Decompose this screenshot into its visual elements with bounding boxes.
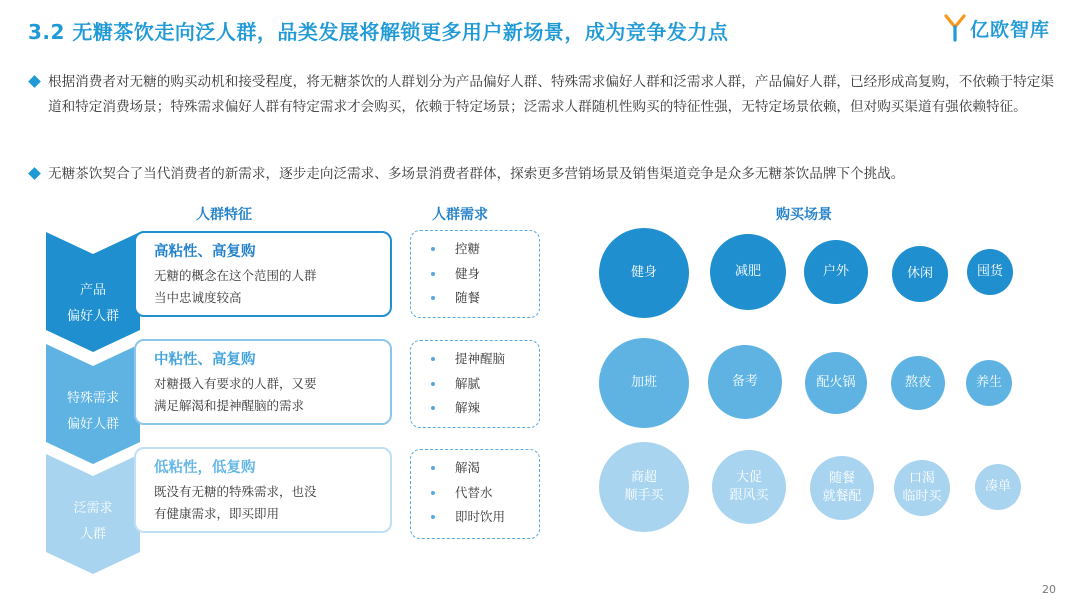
column-header-needs: 人群需求 [432, 207, 488, 223]
trait-desc: 有健康需求，即买即用 [154, 506, 280, 521]
bullet-text: 无糖茶饮契合了当代消费者的新需求，逐步走向泛需求、多场景消费者群体，探索更多营销场景及销售渠道竞争是众多无糖茶饮品牌下个挑战。 [48, 166, 905, 182]
scene-circle: 配火锅 [805, 352, 867, 414]
need-box-3 [410, 449, 540, 539]
scene-circle: 休闲 [892, 246, 948, 302]
bullet-dot-icon [431, 247, 435, 251]
bullet-dot-icon [431, 357, 435, 361]
scene-circle: 户外 [804, 240, 868, 304]
need-item: 健身 [431, 262, 539, 287]
trait-desc: 对糖摄入有要求的人群，又要 [154, 376, 317, 391]
segment-label-3: 泛需求 人群 [73, 501, 113, 542]
bullet-dot-icon [431, 466, 435, 470]
trait-card-2 [134, 339, 392, 425]
scene-circle: 凑单 [975, 464, 1021, 510]
logo-text: 亿欧智库 [970, 18, 1051, 41]
segment-label-2: 特殊需求 偏好人群 [66, 391, 119, 432]
trait-card-3 [134, 447, 392, 533]
need-item: 随餐 [431, 286, 539, 311]
need-item: 即时饮用 [431, 505, 539, 530]
need-item: 解渴 [431, 456, 539, 481]
need-box-1 [410, 230, 540, 318]
scene-circle: 随餐 就餐配 [810, 456, 874, 520]
bullet-dot-icon [431, 296, 435, 300]
bullet-dot-icon [431, 406, 435, 410]
bullet-dot-icon [431, 272, 435, 276]
logo-icon [944, 14, 966, 42]
need-item: 提神醒脑 [431, 347, 539, 372]
scene-circle: 减肥 [710, 234, 786, 310]
trait-heading: 高粘性、高复购 [154, 244, 256, 260]
trait-desc: 当中忠诚度较高 [154, 290, 242, 305]
diamond-bullet-icon [28, 75, 41, 88]
bullet-dot-icon [431, 382, 435, 386]
need-item: 解辣 [431, 396, 539, 421]
need-item: 控糖 [431, 237, 539, 262]
brand-logo [944, 14, 1050, 42]
trait-desc: 既没有无糖的特殊需求，也没 [154, 484, 317, 499]
scene-circle: 大促 跟风买 [712, 450, 786, 524]
diamond-bullet-icon [28, 167, 41, 180]
trait-desc: 无糖的概念在这个范围的人群 [154, 268, 317, 283]
scene-circle: 商超 顺手买 [599, 442, 689, 532]
bullet-dot-icon [431, 491, 435, 495]
scene-circle: 口渴 临时买 [894, 460, 950, 516]
scene-circle: 加班 [599, 338, 689, 428]
scene-circle: 囤货 [967, 249, 1013, 295]
page-number: 20 [1042, 583, 1056, 596]
need-item: 代替水 [431, 481, 539, 506]
need-box-2 [410, 340, 540, 428]
scene-circle: 熬夜 [891, 356, 945, 410]
trait-desc: 满足解渴和提神醒脑的需求 [154, 398, 305, 413]
page-title: 3.2 无糖茶饮走向泛人群，品类发展将解锁更多用户新场景，成为竞争发力点 [28, 20, 729, 44]
scene-circle: 养生 [966, 360, 1012, 406]
column-header-traits: 人群特征 [196, 207, 252, 223]
need-item: 解腻 [431, 372, 539, 397]
bullet-text: 根据消费者对无糖的购买动机和接受程度，将无糖茶饮的人群划分为产品偏好人群、特殊需求偏好人群和泛需求人群，产品偏好人群，已经形成高复购，不依赖于特定渠道和特定消费场景；特殊需求偏好人群有特定需求才会购买，依赖于特定场景；泛需求人群随机性购买的特征性强，无特定场景依赖，但对购买渠道有强依赖特征。 [48, 74, 1054, 115]
trait-card-1 [134, 231, 392, 317]
bullet-2 [30, 162, 1060, 187]
scene-circle: 健身 [599, 228, 689, 318]
scene-circle: 备考 [708, 345, 782, 419]
bullet-1 [30, 70, 1060, 120]
bullet-dot-icon [431, 515, 435, 519]
column-header-scenes: 购买场景 [776, 207, 832, 223]
segment-label-1: 产品 偏好人群 [66, 283, 119, 324]
trait-heading: 低粘性，低复购 [154, 460, 256, 476]
trait-heading: 中粘性、高复购 [154, 352, 256, 368]
